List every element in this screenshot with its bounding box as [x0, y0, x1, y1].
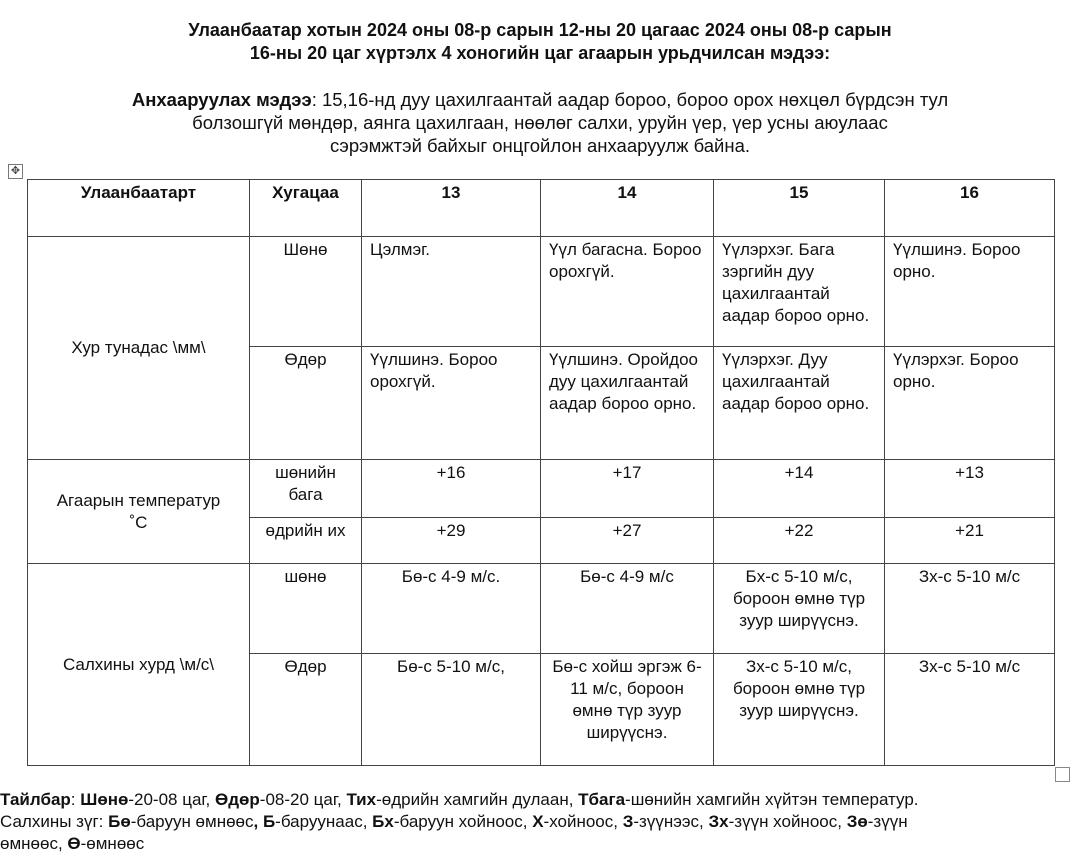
header-day-14: 14 — [541, 180, 714, 237]
header-period: Хугацаа — [250, 180, 362, 237]
footnote-key: Бө — [108, 812, 131, 831]
temp-night-row — [28, 460, 1055, 518]
wind-day-13: Бө-с 5-10 м/с, — [362, 654, 541, 766]
footnote-key: , Б — [253, 812, 276, 831]
precip-night-label: Шөнө — [250, 237, 362, 347]
wind-night-label: шөнө — [250, 564, 362, 654]
wind-night-row — [28, 564, 1055, 654]
precip-label: Хур тунадас \мм\ — [28, 237, 250, 460]
footnote-value: -шөнийн хамгийн хүйтэн температур. — [625, 790, 919, 809]
table-header-row — [28, 180, 1055, 237]
footnote-line-1: Тайлбар: Шөнө-20-08 цаг, Өдөр-08-20 цаг, Тих-өдрийн хамгийн дулаан, Тбага-шөнийн хамгийн хүйтэн температур. — [0, 790, 919, 809]
footnote-value: -08-20 цаг, — [259, 790, 347, 809]
header-day-13: 13 — [362, 180, 541, 237]
temp-night-13: +16 — [362, 460, 541, 518]
wind-night-14: Бө-с 4-9 м/с — [541, 564, 714, 654]
temp-night-16: +13 — [885, 460, 1055, 518]
footnote-key: З — [622, 812, 634, 831]
temp-night-15: +14 — [714, 460, 885, 518]
header-day-15: 15 — [714, 180, 885, 237]
temp-label-line-1: Агаарын температур — [56, 490, 221, 510]
footnote-value: -хойноос, — [543, 812, 623, 831]
footnote-value: -зүүн — [867, 812, 908, 831]
footnote-key: Х — [532, 812, 544, 831]
wind-label: Салхины хурд \м/с\ — [28, 564, 250, 766]
title-line-1: Улаанбаатар хотын 2024 оны 08-р сарын 12-ны 20 цагаас 2024 оны 08-р сарын — [188, 20, 892, 40]
footnote-key: Тих — [346, 790, 377, 809]
header-location: Улаанбаатарт — [28, 180, 250, 237]
precip-day-label: Өдөр — [250, 347, 362, 460]
temp-day-14: +27 — [541, 518, 714, 564]
footnote-line-2 — [0, 811, 1080, 833]
footnote-key: Өдөр — [215, 790, 260, 809]
title-line-2: 16-ны 20 цаг хүртэлх 4 хоногийн цаг агаарын урьдчилсан мэдээ: — [249, 43, 831, 63]
wind-day-label: Өдөр — [250, 654, 362, 766]
temp-night-label: шөнийн бага — [250, 460, 362, 518]
precip-night-15: Үүлэрхэг. Бага зэргийн дуу цахилгаантай аадар бороо орно. — [714, 237, 885, 347]
precip-day-16: Үүлэрхэг. Бороо орно. — [885, 347, 1055, 460]
wind-night-13: Бө-с 4-9 м/с. — [362, 564, 541, 654]
forecast-table — [27, 179, 1055, 766]
precip-night-14: Үүл багасна. Бороо орохгүй. — [541, 237, 714, 347]
wind-day-14: Бө-с хойш эргэж 6-11 м/с, бороон өмнө түр зуур ширүүснэ. — [541, 654, 714, 766]
footnote — [0, 789, 1080, 855]
warning-notice — [0, 88, 1080, 157]
footnote-value: -20-08 цаг, — [128, 790, 215, 809]
precip-day-15: Үүлэрхэг. Дуу цахилгаантай аадар бороо орно. — [714, 347, 885, 460]
footnote-wind-intro: Салхины зүг: — [0, 812, 109, 831]
footnote-key: Зө — [846, 812, 868, 831]
warning-label: Анхааруулах мэдээ — [131, 89, 312, 110]
precip-day-14: Үүлшинэ. Оройдоо дуу цахилгаантай аадар бороо орно. — [541, 347, 714, 460]
temp-label-unit: ˚С — [129, 512, 148, 532]
precip-night-16: Үүлшинэ. Бороо орно. — [885, 237, 1055, 347]
footnote-key: Зх — [708, 812, 729, 831]
footnote-value: -баруун хойноос, — [393, 812, 533, 831]
footnote-key: Тбага — [578, 790, 626, 809]
footnote-value: -зүүнээс, — [633, 812, 709, 831]
footnote-text: өмнөөс, — [0, 834, 68, 853]
warning-line-2: болзошгүй мөндөр, аянга цахилгаан, нөөлөг салхи, уруйн үер, үер усны аюулаас — [192, 112, 888, 133]
precip-night-row — [28, 237, 1055, 347]
warning-line-1-text: : 15,16-нд дуу цахилгаантай аадар бороо, бороо орох нөхцөл бүрдсэн тул — [311, 89, 949, 110]
temp-day-16: +21 — [885, 518, 1055, 564]
wind-night-16: Зх-с 5-10 м/с — [885, 564, 1055, 654]
footnote-value: -баруун өмнөөс — [130, 812, 254, 831]
temp-night-14: +17 — [541, 460, 714, 518]
footnote-value: -өдрийн хамгийн дулаан, — [376, 790, 579, 809]
precip-night-13: Цэлмэг. — [362, 237, 541, 347]
footnote-key: Шөнө — [80, 790, 129, 809]
warning-line-3: сэрэмжтэй байхыг онцгойлон анхааруулж байна. — [329, 135, 751, 156]
table-resize-handle[interactable] — [1055, 767, 1070, 782]
precip-day-13: Үүлшинэ. Бороо орохгүй. — [362, 347, 541, 460]
footnote-value: -зүүн хойноос, — [728, 812, 847, 831]
wind-day-15: Зх-с 5-10 м/с, бороон өмнө түр зуур ширүүснэ. — [714, 654, 885, 766]
footnote-key: Бх — [372, 812, 394, 831]
footnote-value: -өмнөөс — [80, 834, 145, 853]
footnote-value: -баруунаас, — [275, 812, 373, 831]
header-day-16: 16 — [885, 180, 1055, 237]
warning-line-1 — [0, 88, 1080, 111]
footnote-line-3 — [0, 833, 1080, 855]
temp-day-15: +22 — [714, 518, 885, 564]
footnote-key: Ө — [67, 834, 81, 853]
wind-night-15: Бх-с 5-10 м/с, бороон өмнө түр зуур ширүүснэ. — [714, 564, 885, 654]
temp-day-label: өдрийн их — [250, 518, 362, 564]
temp-day-13: +29 — [362, 518, 541, 564]
footnote-label: Тайлбар — [0, 790, 71, 809]
wind-day-16: Зх-с 5-10 м/с — [885, 654, 1055, 766]
document-title — [0, 19, 1080, 65]
temp-label — [28, 460, 250, 564]
table-move-handle-icon[interactable]: ✥ — [8, 164, 23, 179]
